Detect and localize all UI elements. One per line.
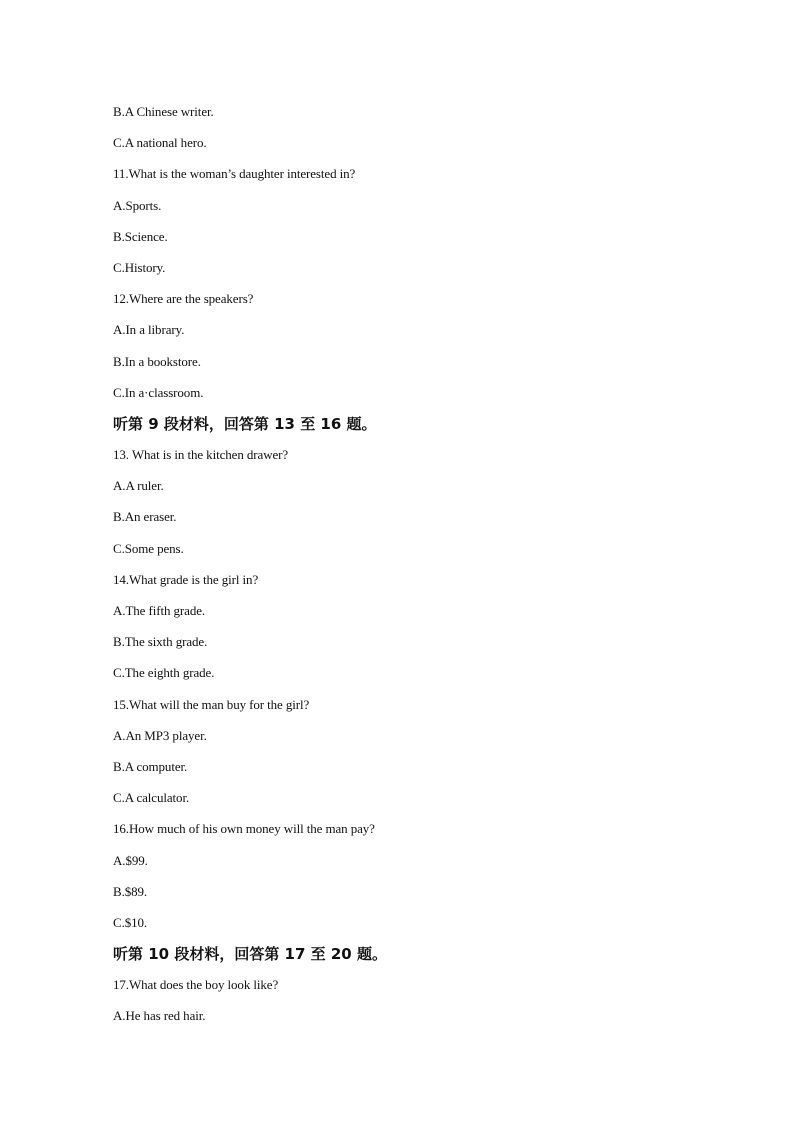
option-a-q17: A.He has red hair. bbox=[113, 1008, 206, 1024]
question-16: 16.How much of his own money will the man pay? bbox=[113, 821, 375, 837]
option-b-q16: B.$89. bbox=[113, 883, 148, 899]
option-c-q14: C.The eighth grade. bbox=[113, 665, 215, 681]
option-b-q10: B.A Chinese writer. bbox=[113, 104, 214, 119]
section-heading-material-9: 听第 9 段材料，回答第 13 至 16 题。 bbox=[113, 414, 377, 433]
section-heading-material-10: 听第 10 段材料，回答第 17 至 20 题。 bbox=[113, 945, 387, 964]
option-b-q14: B.The sixth grade. bbox=[113, 634, 208, 650]
option-c-q16: C.$10. bbox=[113, 914, 148, 930]
document-page bbox=[113, 102, 733, 1038]
question-14: 14.What grade is the girl in? bbox=[113, 571, 259, 587]
option-a-q12: A.In a library. bbox=[113, 322, 185, 338]
question-13: 13. What is in the kitchen drawer? bbox=[113, 447, 289, 463]
question-15: 15.What will the man buy for the girl? bbox=[113, 696, 310, 712]
question-12: 12.Where are the speakers? bbox=[113, 291, 254, 307]
option-c-q10: C.A national hero. bbox=[113, 135, 207, 151]
option-b-q15: B.A computer. bbox=[113, 758, 188, 774]
option-c-q15: C.A calculator. bbox=[113, 790, 190, 806]
option-a-q16: A.$99. bbox=[113, 852, 148, 868]
option-a-q13: A.A ruler. bbox=[113, 478, 164, 494]
option-b-q13: B.An eraser. bbox=[113, 509, 177, 525]
option-b-q11: B.Science. bbox=[113, 228, 168, 244]
question-17: 17.What does the boy look like? bbox=[113, 977, 279, 993]
option-a-q14: A.The fifth grade. bbox=[113, 603, 206, 618]
option-c-q12: C.In a·classroom. bbox=[113, 384, 204, 400]
option-c-q11: C.History. bbox=[113, 259, 166, 275]
option-b-q12: B.In a bookstore. bbox=[113, 353, 201, 369]
option-a-q15: A.An MP3 player. bbox=[113, 727, 207, 743]
option-c-q13: C.Some pens. bbox=[113, 540, 184, 556]
option-a-q11: A.Sports. bbox=[113, 197, 162, 213]
question-11: 11.What is the woman’s daughter interested in? bbox=[113, 166, 356, 182]
